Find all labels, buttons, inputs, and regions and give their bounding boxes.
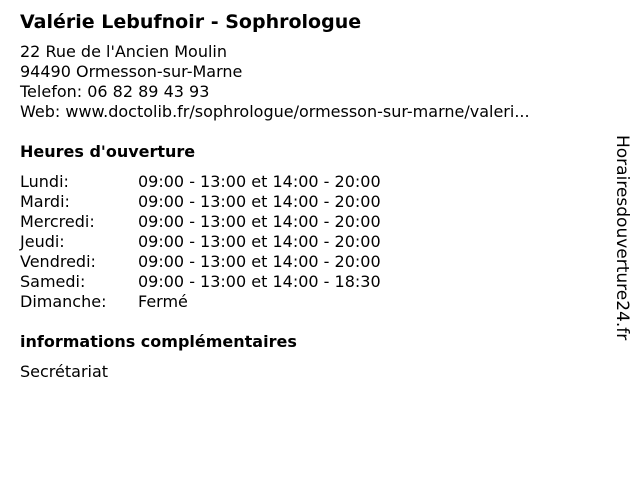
address-line-1: 22 Rue de l'Ancien Moulin — [20, 42, 228, 61]
day-label: Dimanche: — [20, 292, 107, 311]
day-label: Lundi: — [20, 172, 69, 191]
day-label: Jeudi: — [20, 232, 65, 251]
additional-info-text: Secrétariat — [20, 362, 109, 381]
day-label: Mardi: — [20, 192, 70, 211]
time-range: 09:00 - 13:00 et 14:00 - 20:00 — [138, 172, 381, 191]
address-line-2: 94490 Ormesson-sur-Marne — [20, 62, 243, 81]
opening-hours-table — [20, 172, 610, 312]
time-range: 09:00 - 13:00 et 14:00 - 18:30 — [138, 272, 381, 291]
day-label: Samedi: — [20, 272, 86, 291]
hours-row-friday — [20, 252, 610, 272]
site-watermark: Horairesdouverture24.fr — [612, 135, 632, 341]
opening-hours-heading: Heures d'ouverture — [20, 142, 196, 161]
additional-info-heading: informations complémentaires — [20, 332, 297, 351]
hours-row-tuesday — [20, 192, 610, 212]
phone-number[interactable]: Telefon: 06 82 89 43 93 — [20, 82, 210, 101]
hours-row-sunday — [20, 292, 610, 312]
hours-row-saturday — [20, 272, 610, 292]
day-label: Mercredi: — [20, 212, 95, 231]
business-title: Valérie Lebufnoir - Sophrologue — [20, 11, 362, 33]
hours-row-wednesday — [20, 212, 610, 232]
time-range: 09:00 - 13:00 et 14:00 - 20:00 — [138, 192, 381, 211]
day-label: Vendredi: — [20, 252, 96, 271]
time-range: 09:00 - 13:00 et 14:00 - 20:00 — [138, 212, 381, 231]
time-range: Fermé — [138, 292, 188, 311]
business-card — [20, 10, 610, 382]
hours-row-thursday — [20, 232, 610, 252]
website-link[interactable]: Web: www.doctolib.fr/sophrologue/ormesson-sur-marne/valeri... — [20, 102, 530, 121]
hours-row-monday — [20, 172, 610, 192]
time-range: 09:00 - 13:00 et 14:00 - 20:00 — [138, 252, 381, 271]
time-range: 09:00 - 13:00 et 14:00 - 20:00 — [138, 232, 381, 251]
